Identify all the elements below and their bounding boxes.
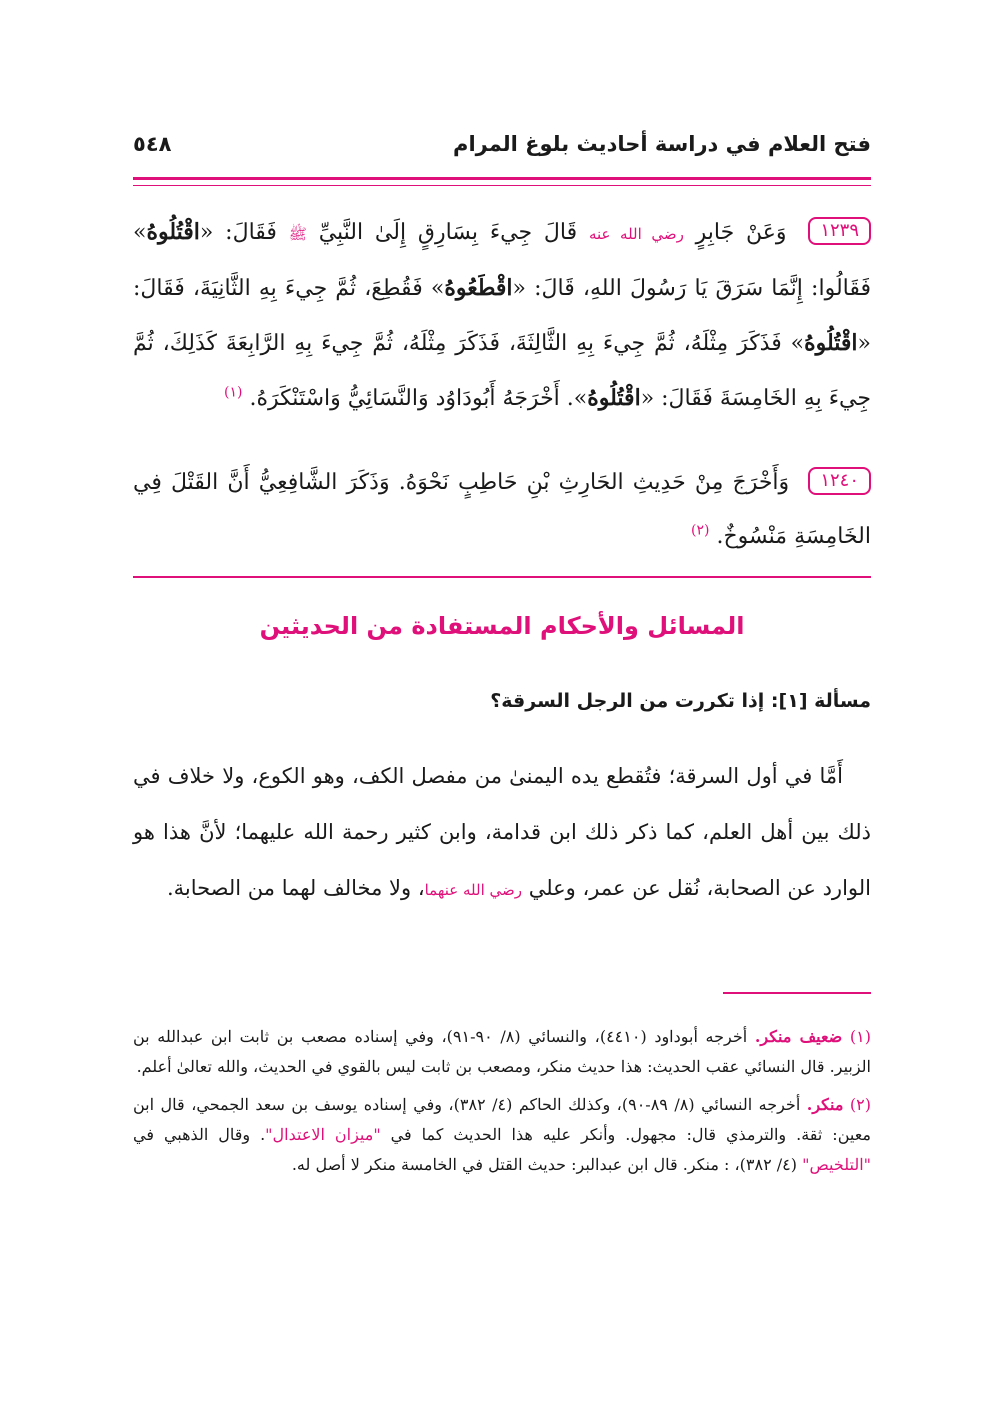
- prophet-command: اقْتُلُوهُ: [804, 330, 858, 356]
- prophet-command: اقْطَعُوهُ: [444, 275, 513, 301]
- hadith-text: وَعَنْ جَابِرٍ: [695, 220, 787, 245]
- hadith-number-badge: ١٢٤٠: [808, 467, 871, 495]
- footnote-mark: (٢): [849, 1095, 871, 1114]
- honorific-glyph: رضي الله عنه: [588, 225, 684, 243]
- footnote-2: [133, 1090, 871, 1180]
- honorific-glyph: رضي الله عنهما: [424, 881, 522, 899]
- hadith-grade: منكر.: [806, 1095, 844, 1114]
- honorific-glyph: ﷺ: [288, 225, 307, 243]
- book-title-quote: "التلخيص": [802, 1155, 871, 1174]
- hadith-1239: [133, 205, 871, 426]
- footnote-text: أخرجه النسائي (٨/ ٨٩-٩٠)، وكذلك الحاكم (٤/ ٣٨٢)، وفي إسناده يوسف بن سعد الجمحي، قال ابن معين: ثقة. والترمذي قال: مجهول. وأنكر عليه هذا الحديث كما في: [133, 1095, 871, 1144]
- footnotes: [133, 1022, 871, 1188]
- hadith-text: » فَقَالُوا: إِنَّمَا سَرَقَ يَا رَسُولَ اللهِ، قَالَ: «: [133, 220, 871, 301]
- header-rule-thin: [133, 185, 871, 186]
- footnote-text: أخرجه أبوداود (٤٤١٠)، والنسائي (٨/ ٩٠-٩١)، وفي إسناده مصعب بن ثابت ابن عبدالله بن الزبير. قال النسائي عقب الحديث: هذا حديث منكر، ومصعب بن ثابت ليس بالقوي في الحديث، والله تعالىٰ أعلم.: [133, 1027, 871, 1076]
- hadith-text: ». أَخْرَجَهُ أَبُودَاوُد وَالنَّسَائِيُّ وَاسْتَنْكَرَهُ.: [249, 386, 588, 411]
- page-header: [133, 128, 871, 168]
- section-divider: [133, 576, 871, 578]
- footnote-text: . وقال الذهبي في: [133, 1125, 266, 1144]
- hadith-text: » فَذَكَرَ مِثْلَهُ، ثُمَّ جِيءَ بِهِ الثَّالِثَةَ، فَذَكَرَ مِثْلَهُ، ثُمَّ جِيءَ بِهِ الرَّابِعَةَ كَذَلِكَ، ثُمَّ جِيءَ بِهِ الخَامِسَةَ فَقَالَ: «: [133, 331, 871, 411]
- book-title-quote: "ميزان الاعتدال": [265, 1125, 381, 1144]
- hadith-1240: [133, 456, 871, 564]
- footnote-1: [133, 1022, 871, 1082]
- footnote-mark: (١): [849, 1027, 871, 1046]
- hadith-number-badge: ١٢٣٩: [808, 217, 871, 245]
- prophet-command: اقْتُلُوهُ: [146, 219, 200, 245]
- hadith-text: قَالَ جِيءَ بِسَارِقٍ إِلَىٰ النَّبِيِّ: [318, 220, 578, 245]
- issue-heading: مسألة [١]: إذا تكررت من الرجل السرقة؟: [490, 690, 871, 712]
- footnote-ref[interactable]: (٢): [691, 522, 710, 539]
- header-rule-thick: [133, 177, 871, 180]
- hadith-grade: ضعيف منكر.: [754, 1027, 843, 1046]
- footnote-text: (٤/ ٣٨٢)، : منكر. قال ابن عبدالبر: حديث القتل في الخامسة منكر لا أصل له.: [291, 1155, 797, 1174]
- hadith-text: وَأَخْرَجَ مِنْ حَدِيثِ الحَارِثِ بْنِ حَاطِبٍ نَحْوَهُ. وَذَكَرَ الشَّافِعِيُّ أَنَّ القَتْلَ فِي الخَامِسَةِ مَنْسُوخٌ.: [133, 470, 871, 549]
- hadith-text: » فَقُطِعَ، ثُمَّ جِيءَ بِهِ الثَّانِيَةَ، فَقَالَ: «: [133, 276, 871, 356]
- issue-body: [133, 748, 871, 918]
- hadith-text: فَقَالَ: «: [199, 220, 277, 245]
- prophet-command: اقْتُلُوهُ: [587, 385, 641, 411]
- page-number: ٥٤٨: [133, 132, 172, 156]
- book-title: فتح العلام في دراسة أحاديث بلوغ المرام: [453, 132, 871, 156]
- section-title: المسائل والأحكام المستفادة من الحديثين: [259, 612, 745, 640]
- body-text: أَمَّا في أول السرقة؛ فتُقطع يده اليمنىٰ من مفصل الكف، وهو الكوع، ولا خلاف في ذلك بين أهل العلم، كما ذكر ذلك ابن قدامة، وابن كثير رحمة الله عليهما؛ لأنَّ هذا هو الوارد عن الصحابة، نُقل عن عمر، وعلي: [133, 764, 871, 900]
- footnote-separator: [723, 992, 871, 994]
- footnote-ref[interactable]: (١): [224, 384, 243, 401]
- body-text: ، ولا مخالف لهما من الصحابة.: [166, 876, 425, 900]
